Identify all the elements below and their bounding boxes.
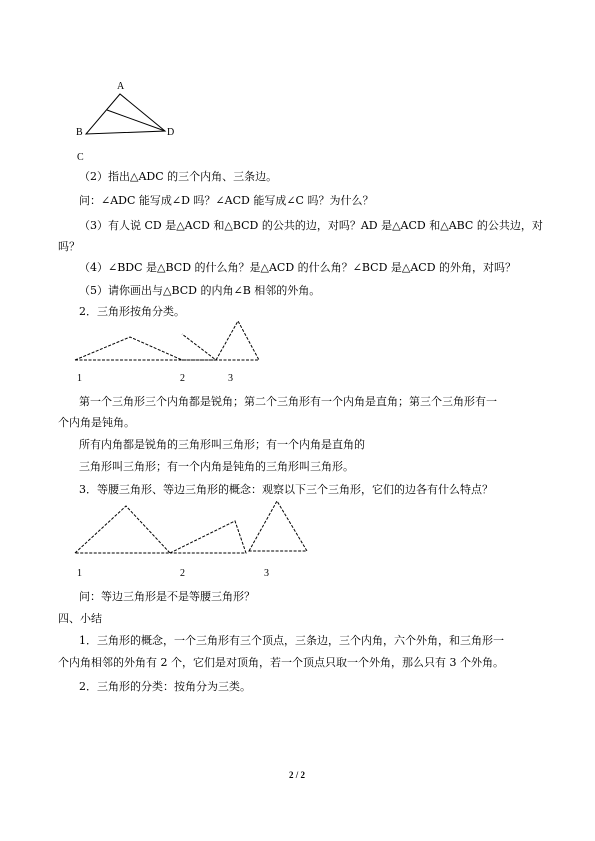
summary-2: 2．三角形的分类：按角分为三类。 [79, 680, 251, 693]
fig2-number-3: 3 [228, 373, 233, 384]
section-2-text1-line1: 第一个三角形三个内角都是锐角；第二个三角形有一个内角是直角；第三个三角形有一 [79, 395, 497, 408]
triangle-3 [249, 501, 307, 551]
section-2-text2-line1: 所有内角都是锐角的三角形叫三角形；有一个内角是直角的 [79, 438, 365, 451]
summary-1-line2: 个内角相邻的外角有 2 个，它们是对顶角，若一个顶点只取一个外角，那么只有 3 个外角。 [58, 656, 504, 669]
label-b: B [76, 127, 83, 138]
fig3-number-3: 3 [264, 568, 269, 579]
summary-1-line1: 1．三角形的概念，一个三角形有三个顶点，三条边，三个内角，六个外角，和三角形一 [79, 634, 504, 647]
question-3-line2: 吗？ [58, 240, 80, 253]
question-5: （5）请你画出与△BCD 的内角∠B 相邻的外角。 [79, 284, 321, 297]
fig2-number-2: 2 [180, 373, 185, 384]
section-3-title: 3．等腰三角形、等边三角形的概念：观察以下三个三角形，它们的边各有什么特点？ [79, 483, 493, 496]
page-number: 2 / 2 [289, 770, 306, 780]
question-4: （4）∠BDC 是△BCD 的什么角？是△ACD 的什么角？∠BCD 是△ACD 的外角，对吗？ [79, 261, 517, 274]
label-a: A [117, 81, 125, 92]
ask-1: 问：∠ADC 能写成∠D 吗？∠ACD 能写成∠C 吗？为什么？ [79, 194, 374, 207]
label-c: C [77, 152, 84, 163]
section-4-title: 四、小结 [58, 612, 102, 625]
section-2-title: 2．三角形按角分类。 [79, 305, 185, 318]
question-3-line1: （3）有人说 CD 是△ACD 和△BCD 的公共的边，对吗？AD 是△ACD 和△ABC 的公共边，对 [79, 219, 543, 232]
section-2-text2-line2: 三角形叫三角形；有一个内角是钝角的三角形叫三角形。 [79, 460, 354, 473]
fig3-number-2: 2 [180, 568, 185, 579]
ask-2: 问：等边三角形是不是等腰三角形？ [79, 590, 255, 603]
question-2: （2）指出△ADC 的三个内角、三条边。 [79, 170, 278, 183]
triangle-1 [75, 506, 170, 553]
section-2-text1-line2: 个内角是钝角。 [58, 416, 135, 429]
fig3-number-1: 1 [77, 568, 82, 579]
fig2-number-1: 1 [77, 373, 82, 384]
label-d: D [167, 127, 175, 138]
triangle-2 [170, 521, 246, 553]
